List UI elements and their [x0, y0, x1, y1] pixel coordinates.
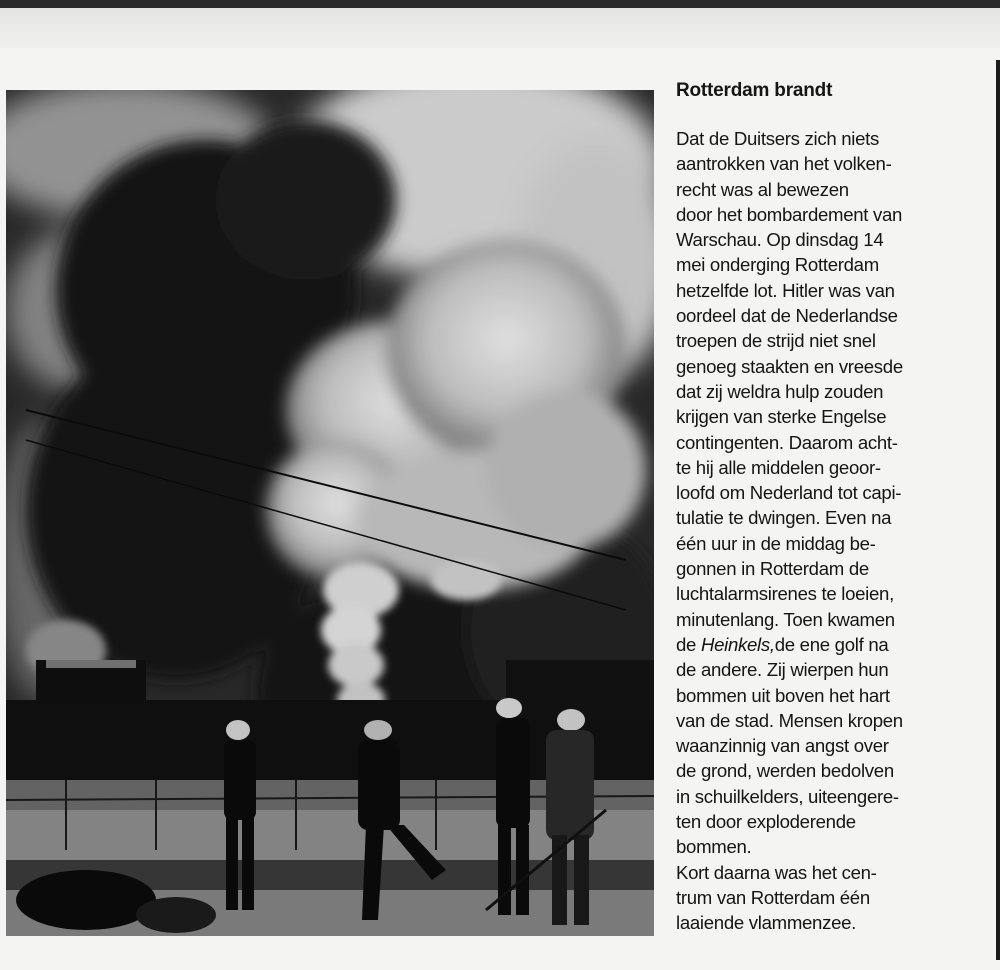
body-line: luchtalarmsirenes te loeien,: [676, 583, 894, 605]
body-line: Dat de Duitsers zich niets: [676, 128, 880, 149]
body-line: krijgen van sterke Engelse: [676, 406, 887, 428]
body-line: bommen uit boven het hart: [676, 684, 890, 706]
body-line: oordeel dat de Nederlandse: [676, 305, 898, 327]
body-line: één uur in de middag be-: [676, 532, 876, 554]
scan-top-border: [0, 0, 1000, 8]
body-line: de grond, werden bedolven: [676, 760, 894, 782]
body-line-heinkels: [676, 632, 992, 657]
body-line: de andere. Zij wierpen hun: [676, 659, 889, 681]
burning-rotterdam-photo: [6, 90, 654, 936]
body-line: in schuilkelders, uiteengere-: [676, 785, 899, 807]
scan-right-border: [996, 60, 1000, 960]
body-line: mei onderging Rotterdam: [676, 254, 879, 276]
body-line: laaiende vlammenzee.: [676, 912, 857, 934]
body-text-segment: de: [676, 633, 701, 655]
body-line: gonnen in Rotterdam de: [676, 558, 869, 580]
body-line: dat zij weldra hulp zouden: [676, 380, 884, 402]
body-line: genoeg staakten en vreesde: [676, 355, 903, 377]
body-line: contingenten. Daarom acht-: [676, 431, 898, 453]
body-line: tulatie te dwingen. Even na: [676, 507, 892, 529]
body-line: bommen.: [676, 836, 752, 858]
body-line: hetzelfde lot. Hitler was van: [676, 279, 895, 301]
body-line: recht was al bewezen: [676, 178, 849, 200]
body-line: Warschau. Op dinsdag 14: [676, 229, 884, 251]
article-headline: Rotterdam brandt: [676, 80, 833, 101]
body-line: van de stad. Mensen kropen: [676, 709, 903, 731]
article: [676, 78, 992, 936]
body-line: te hij alle middelen geoor-: [676, 456, 881, 478]
body-line: minutenlang. Toen kwamen: [676, 608, 895, 630]
body-line: door het bombardement van: [676, 203, 903, 225]
body-line: ten door exploderende: [676, 811, 856, 833]
italic-term: Heinkels,: [700, 633, 775, 655]
body-line: loofd om Nederland tot capi-: [676, 482, 902, 504]
body-line: Kort daarna was het cen-: [676, 861, 877, 883]
body-line: aantrokken van het volken-: [676, 153, 892, 175]
scan-edge: [0, 8, 1000, 48]
body-text-segment: de ene golf na: [774, 633, 889, 655]
body-line: trum van Rotterdam één: [676, 886, 870, 908]
article-body: [676, 126, 992, 936]
body-line: troepen de strijd niet snel: [676, 330, 876, 352]
body-line: waanzinnig van angst over: [676, 735, 889, 757]
